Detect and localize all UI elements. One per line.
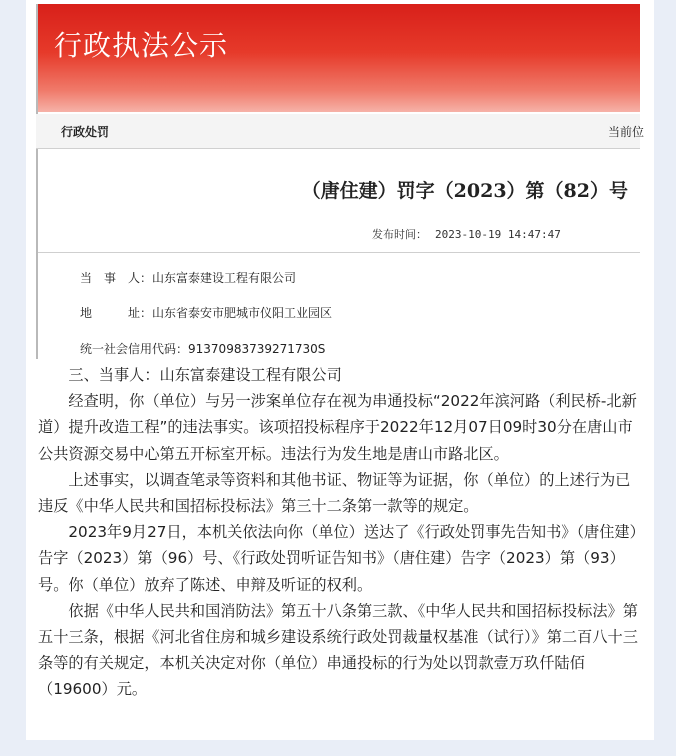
address-value: 山东省泰安市肥城市仪阳工业园区 <box>152 306 333 320</box>
article-body <box>38 362 642 703</box>
embedded-screenshot <box>36 4 645 359</box>
publish-value: 2023-10-19 14:47:47 <box>435 228 561 241</box>
party-label: 当 事 人： <box>80 271 153 285</box>
paragraph-evidence: 上述事实，以调查笔录等资料和其他书证、物证等为证据，你（单位）的上述行为已违反《中华人民共和国招标投标法》第三十二条第一款等的规定。 <box>38 470 631 516</box>
paragraph-party: 三、当事人：山东富泰建设工程有限公司 <box>68 366 342 384</box>
credit-row <box>80 340 325 357</box>
nav-bar <box>36 114 645 149</box>
credit-value: 91370983739271730S <box>188 342 326 356</box>
nav-section-label[interactable]: 行政处罚 <box>61 125 110 139</box>
publish-time <box>372 226 561 242</box>
paragraph-decision: 依据《中华人民共和国消防法》第五十八条第三款、《中华人民共和国招标投标法》第五十三条，根据《河北省住房和城乡建设系统行政处罚裁量权基准（试行）》第二百八十三条等的有关规定，本机关决定对你（单位）串通投标的行为处以罚款壹万玖仟陆佰（19600）元。 <box>38 601 638 699</box>
paragraph-facts: 经查明，你（单位）与另一涉案单位存在视为串通投标“2022年滨河路（利民桥-北新道）提升改造工程”的违法事实。该项招投标程序于2022年12月07日09时30分在唐山市公共资源交易中心第五开标室开标。违法行为发生地是唐山市路北区。 <box>38 392 637 463</box>
banner-title: 行政执法公示 <box>54 29 229 62</box>
credit-label: 统一社会信用代码： <box>80 342 189 356</box>
red-banner <box>36 4 640 112</box>
publish-label: 发布时间： <box>372 228 427 241</box>
document-number: （唐住建）罚字（2023）第（82）号 <box>301 180 628 202</box>
address-label: 地 址： <box>80 306 153 320</box>
party-value: 山东富泰建设工程有限公司 <box>152 271 297 285</box>
address-row <box>80 304 332 321</box>
nav-current-position: 当前位 <box>608 125 645 139</box>
divider <box>38 252 640 253</box>
party-row <box>80 269 296 286</box>
left-border <box>36 4 38 359</box>
paragraph-notice: 2023年9月27日，本机关依法向你（单位）送达了《行政处罚事先告知书》（唐住建）告字（2023）第（96）号、《行政处罚听证告知书》（唐住建）告字（2023）第（93）号。你（单位）放弃了陈述、申辩及听证的权利。 <box>38 523 638 594</box>
